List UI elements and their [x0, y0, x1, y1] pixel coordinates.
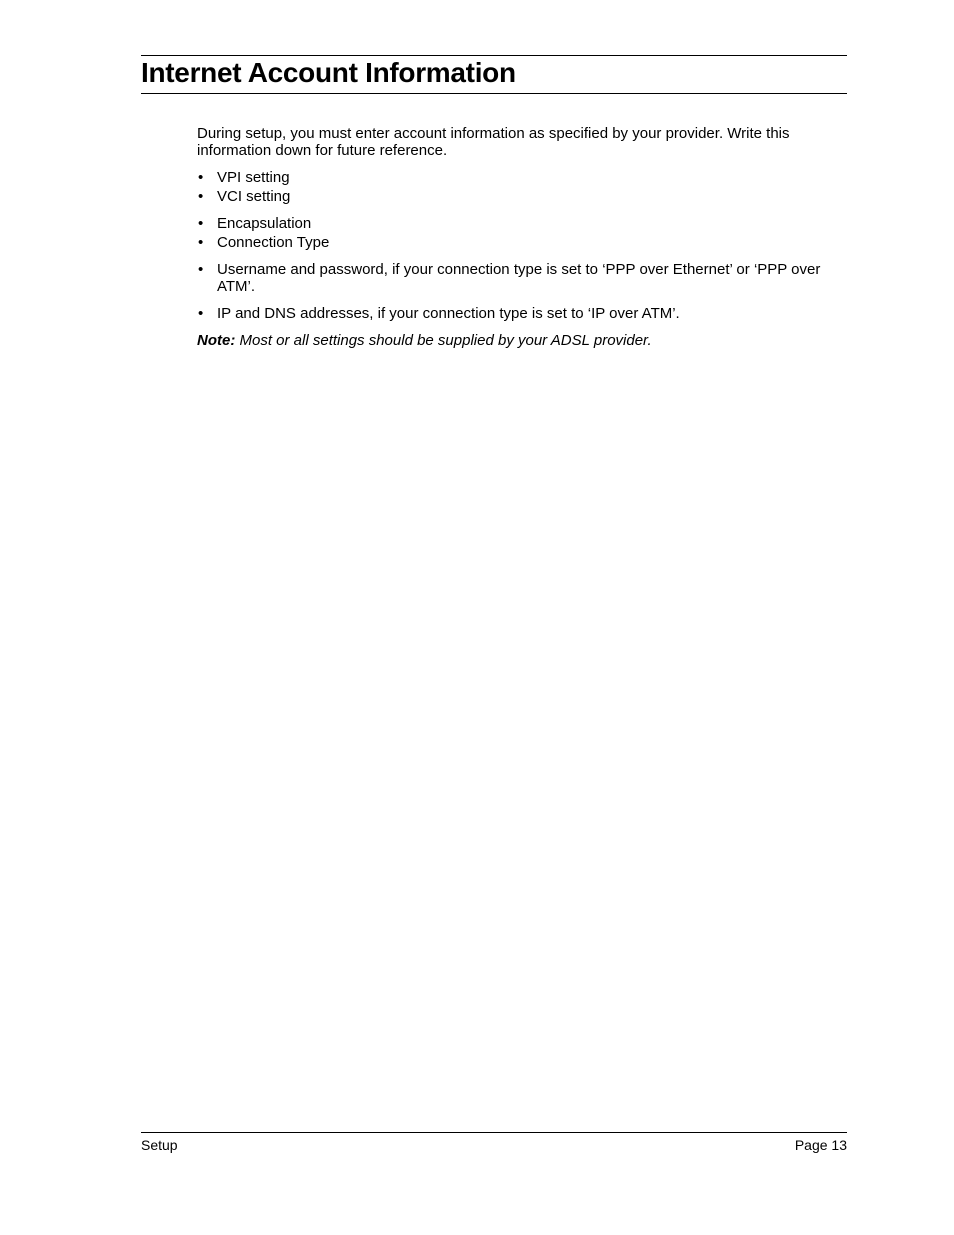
list-item: • IP and DNS addresses, if your connection type is set to ‘IP over ATM’. [197, 305, 847, 322]
header-bottom-rule [141, 93, 847, 94]
note-text: Most or all settings should be supplied by your ADSL provider. [239, 332, 652, 349]
note-paragraph [197, 332, 847, 349]
page-title: Internet Account Information [141, 57, 516, 88]
footer-section: Setup [141, 1137, 178, 1153]
list-item: • Username and password, if your connection type is set to ‘PPP over Ethernet’ or ‘PPP over ATM’. [197, 261, 847, 295]
list-item: • VCI setting [197, 188, 847, 205]
body-content [197, 125, 847, 349]
note-label: Note: [197, 332, 236, 349]
list-item: • Encapsulation [197, 215, 847, 232]
footer-page-number: Page 13 [794, 1137, 847, 1153]
account-info-list [197, 169, 847, 322]
footer-rule [141, 1132, 847, 1133]
intro-paragraph: During setup, you must enter account information as specified by your provider. Write this information down for future reference. [197, 125, 790, 159]
list-item: • VPI setting [197, 169, 847, 186]
list-item: • Connection Type [197, 234, 847, 251]
